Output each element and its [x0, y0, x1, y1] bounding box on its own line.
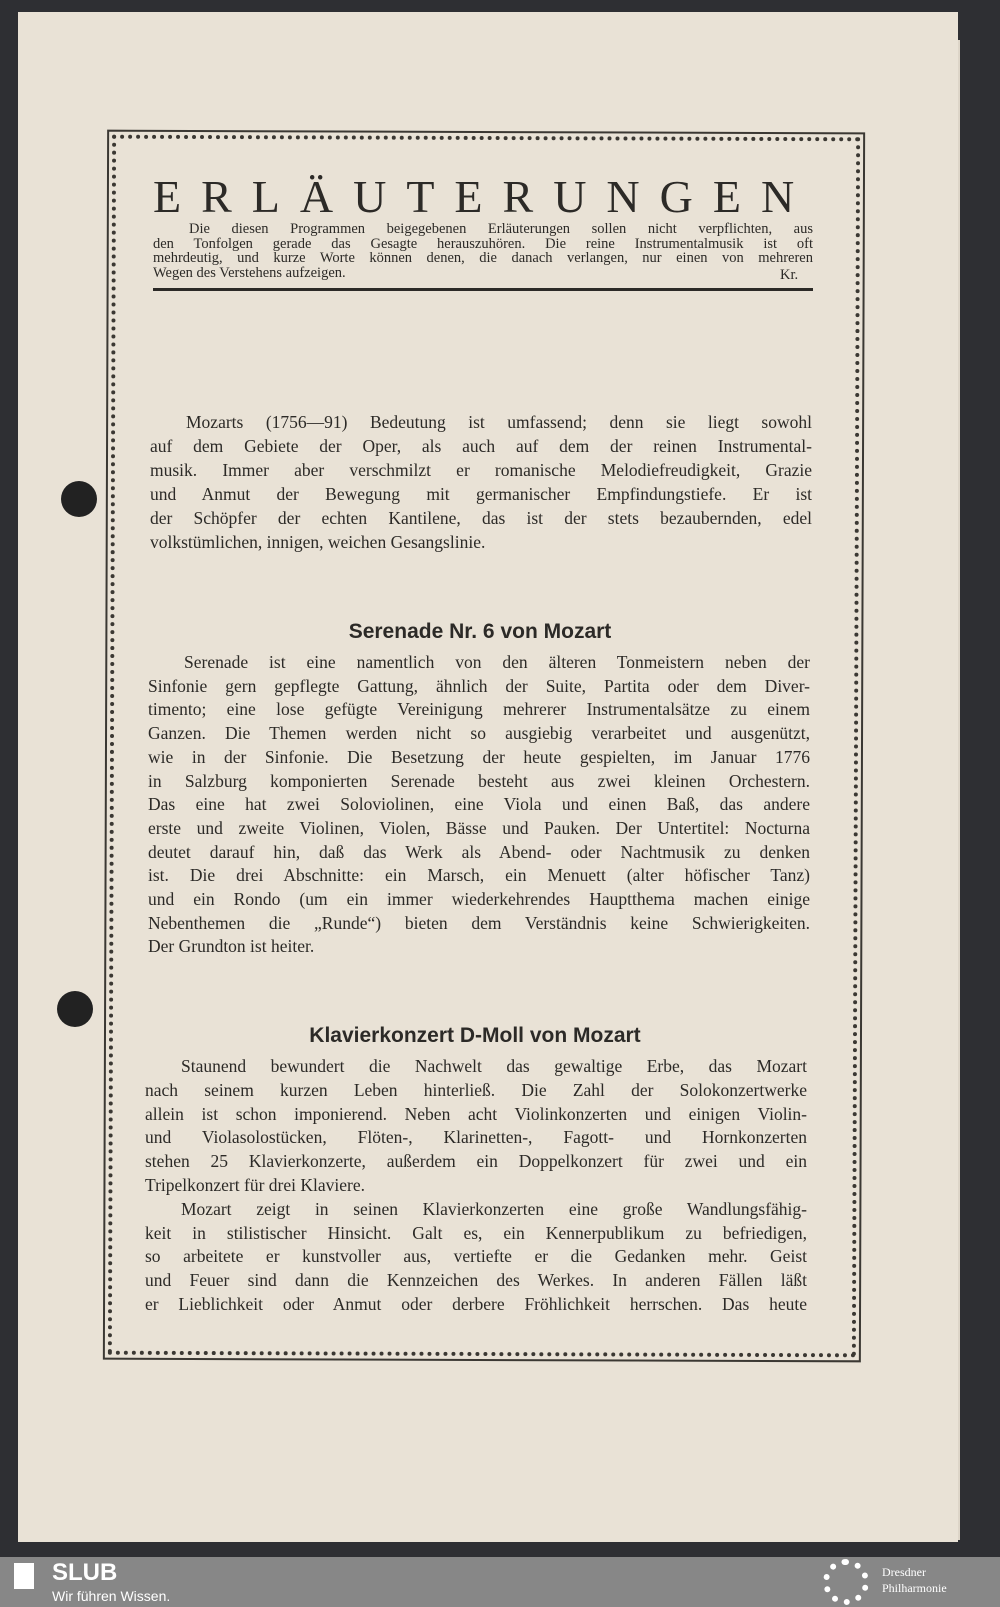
text-line: so arbeitete er kunstvoller aus, vertiefte er die Gedanken mehr. Geist [145, 1246, 807, 1267]
page-title: ERLÄUTERUNGEN [153, 171, 815, 222]
punch-hole [61, 481, 97, 517]
text-line: Nebenthemen die „Runde“) bieten dem Verständnis keine Schwierigkeiten. [148, 912, 810, 933]
text-line: Wegen des Verstehens aufzeigen. [153, 264, 346, 281]
text-line: allein ist schon imponierend. Neben acht Violinkonzerten und einigen Violin- [145, 1103, 807, 1124]
text-line: stehen 25 Klavierkonzerte, außerdem ein Doppelkonzert für zwei und ein [145, 1151, 807, 1172]
text-line: Die diesen Programmen beigegebenen Erläuterungen sollen nicht verpflichten, aus [189, 221, 813, 237]
text-line: und Violasolostücken, Flöten-, Klarinetten-, Fagott- und Hornkonzerten [145, 1127, 807, 1148]
text-line: Mozart zeigt in seinen Klavierkonzerten eine große Wandlungsfähig- [181, 1198, 807, 1219]
text-line: mehrdeutig, und kurze Worte können denen, die danach verlangen, nur einen von mehreren [153, 250, 813, 266]
partner-name-line1: Dresdner [882, 1565, 926, 1579]
text-line: nach seinem kurzen Leben hinterließ. Die Zahl der Solokonzertwerke [145, 1079, 807, 1100]
text-line: und ein Rondo (um ein immer wiederkehrendes Hauptthema machen einige [148, 889, 810, 909]
text-line: Serenade ist eine namentlich von den älteren Tonmeistern neben der [184, 652, 810, 672]
divider [153, 288, 813, 291]
text-line: Das eine hat zwei Soloviolinen, eine Viola und einen Baß, das andere [148, 794, 810, 815]
text-line: wie in der Sinfonie. Die Besetzung der heute gespielten, im Januar 1776 [148, 746, 810, 767]
punch-hole [57, 991, 93, 1027]
text-line: ist. Die drei Abschnitte: ein Marsch, ein Menuett (alter höfischer Tanz) [148, 865, 810, 886]
text-line: und Feuer sind dann die Kennzeichen des Werkes. In anderen Fällen läßt [145, 1270, 807, 1291]
text-line: musik. Immer aber verschmilzt er romanische Melodiefreudigkeit, Grazie [150, 460, 812, 480]
text-line: Mozarts (1756—91) Bedeutung ist umfassend; denn sie liegt sowohl [186, 412, 812, 432]
text-line: auf dem Gebiete der Oper, als auch auf dem der reinen Instrumental- [150, 436, 812, 456]
text-line: er Lieblichkeit oder Anmut oder derbere Fröhlichkeit herrschen. Das heute [145, 1294, 807, 1314]
text-line: der Schöpfer der echten Kantilene, das ist der stets bezaubernden, edel [150, 508, 812, 528]
text-line: Tripelkonzert für drei Klaviere. [145, 1175, 365, 1195]
text-line: erste und zweite Violinen, Violen, Bässe und Pauken. Der Untertitel: Nocturna [148, 817, 810, 838]
text-line: den Tonfolgen gerade das Gesagte herauszuhören. Die reine Instrumentalmusik ist oft [153, 235, 813, 252]
text-line: Staunend bewundert die Nachwelt das gewaltige Erbe, das Mozart [181, 1056, 807, 1076]
text-line: Der Grundton ist heiter. [148, 936, 315, 957]
text-line: Ganzen. Die Themen werden nicht so ausgiebig verarbeitet und ausgenützt, [148, 723, 810, 744]
slub-name: SLUB [52, 1559, 118, 1586]
section-heading-klavierkonzert: Klavierkonzert D-Moll von Mozart [309, 1024, 641, 1047]
text-line: keit in stilistischer Hinsicht. Galt es, ein Kennerpublikum zu befriedigen, [145, 1222, 807, 1243]
text-line: volkstümlichen, innigen, weichen Gesangslinie. [150, 532, 486, 552]
signature: Kr. [780, 267, 799, 283]
slub-tagline: Wir führen Wissen. [52, 1588, 171, 1604]
text-line: timento; eine lose gefügte Vereinigung mehrerer Instrumentalsätze zu einem [148, 699, 810, 720]
philharmonie-logo-icon [823, 1559, 869, 1605]
text-line: deutet darauf hin, daß das Werk als Abend- oder Nachtmusik zu denken [148, 841, 810, 862]
section-heading-serenade: Serenade Nr. 6 von Mozart [348, 620, 612, 643]
partner-name-line2: Philharmonie [882, 1581, 947, 1595]
slub-logo-icon [14, 1563, 34, 1589]
text-line: in Salzburg komponierten Serenade besteht aus zwei kleinen Orchestern. [148, 770, 810, 791]
text-line: und Anmut der Bewegung mit germanischer Empfindungstiefe. Er ist [150, 484, 812, 504]
footer-bar [0, 1557, 1000, 1607]
text-line: Sinfonie gern gepflegte Gattung, ähnlich der Suite, Partita oder dem Diver- [148, 675, 810, 696]
